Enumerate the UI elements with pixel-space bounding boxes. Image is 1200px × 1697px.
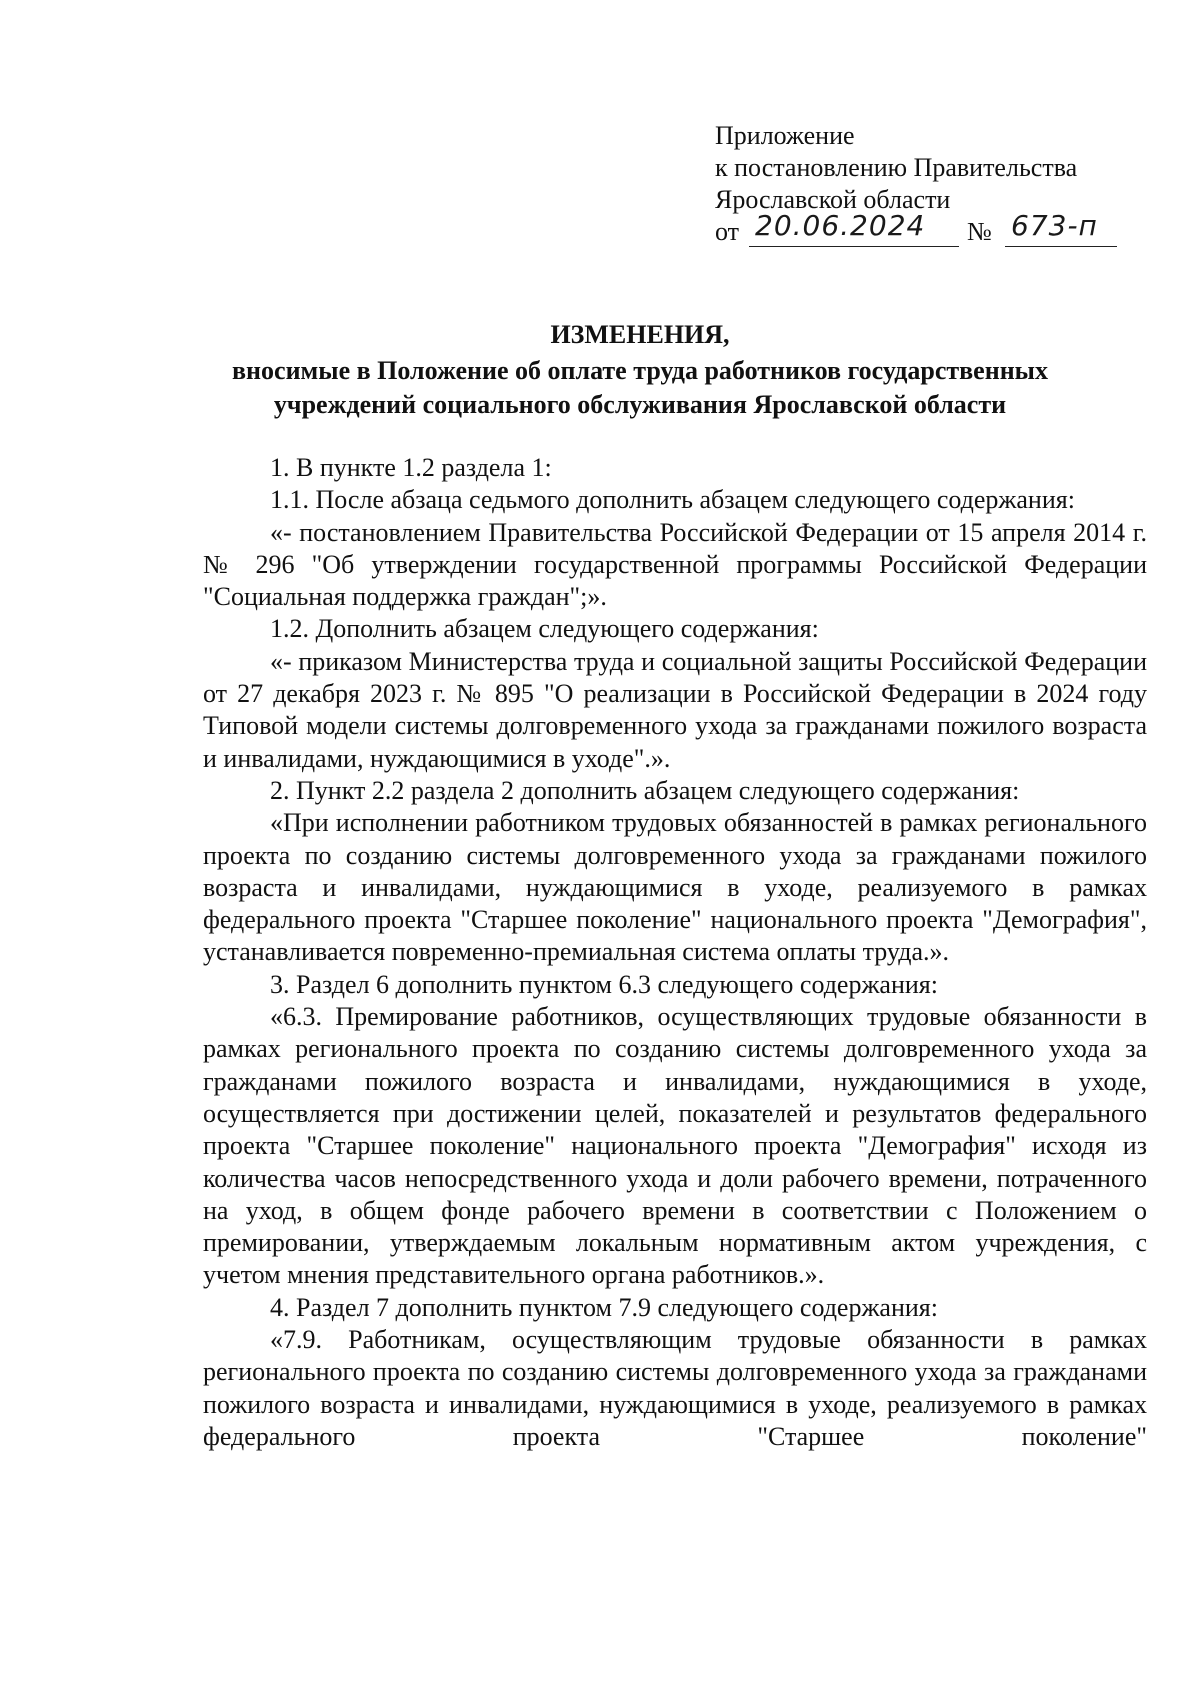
paragraph-3: 3. Раздел 6 дополнить пунктом 6.3 следующего содержания: — [270, 969, 938, 999]
date-underline — [749, 246, 959, 247]
document-subtitle-line2: учреждений социального обслуживания Ярославской области — [273, 390, 1007, 419]
paragraph-2: 2. Пункт 2.2 раздела 2 дополнить абзацем следующего содержания: — [270, 775, 1020, 805]
paragraph-3-text: «6.3. Премирование работников, осуществляющих трудовые обязанности в рамках регионального проекта по созданию системы долговременного ухода за гражданами пожилого возраста и инвалидами, нуждающимися в уходе, осуществляется при достижении целей, показателей и результатов федерального проекта "Старшее поколение" национального проекта "Демография" исходя из количества часов непосредственного ухода и доли рабочего времени, потраченного на уход, в общем фонде рабочего времени в соответствии с Положением о премировании, утверждаемым локальным нормативным актом учреждения, с учетом мнения представительного органа работников.». — [203, 1002, 1147, 1290]
paragraph-2-text: «При исполнении работником трудовых обязанностей в рамках регионального проекта по созданию системы долговременного ухода за гражданами пожилого возраста и инвалидами, нуждающимися в уходе, реализуемого в рамках федерального проекта "Старшее поколение" национального проекта "Демография", устанавливается повременно-премиальная система оплаты труда.». — [203, 808, 1147, 967]
paragraph-1: 1. В пункте 1.2 раздела 1: — [270, 453, 552, 482]
date-prefix: от — [715, 217, 740, 246]
number-prefix: № — [967, 217, 992, 246]
appendix-header — [715, 120, 1185, 250]
handwritten-date: 20.06.2024 — [755, 209, 926, 242]
document-body — [203, 452, 1147, 1453]
appendix-date-number-line — [715, 209, 1185, 250]
paragraph-1-1-text: «- постановлением Правительства Российской Федерации от 15 апреля 2014 г. № 296 "Об утверждении государственной программы Российской Федерации "Социальная поддержка граждан";». — [203, 517, 1147, 612]
paragraph-1-1: 1.1. После абзаца седьмого дополнить абзацем следующего содержания: — [270, 485, 1075, 515]
paragraph-4: 4. Раздел 7 дополнить пунктом 7.9 следующего содержания: — [270, 1292, 938, 1322]
document-title: ИЗМЕНЕНИЯ, — [550, 320, 730, 349]
handwritten-number: 673-п — [1011, 209, 1098, 242]
paragraph-4-text: «7.9. Работникам, осуществляющим трудовые обязанности в рамках регионального проекта по созданию системы долговременного ухода за гражданами пожилого возраста и инвалидами, нуждающимися в уходе, реализуемого в рамках федерального проекта "Старшее поколение" — [203, 1325, 1147, 1451]
appendix-region: Ярославской области — [715, 185, 951, 214]
appendix-label: Приложение — [715, 121, 855, 150]
appendix-resolution-ref: к постановлению Правительства — [715, 153, 1078, 182]
document-subtitle-line1: вносимые в Положение об оплате труда работников государственных — [232, 356, 1048, 385]
paragraph-1-2-text: «- приказом Министерства труда и социальной защиты Российской Федерации от 27 декабря 2023 г. № 895 "О реализации в Российской Федерации в 2024 году Типовой модели системы долговременного ухода за гражданами пожилого возраста и инвалидами, нуждающимися в уходе".». — [203, 646, 1147, 773]
number-underline — [1005, 246, 1117, 247]
paragraph-1-2: 1.2. Дополнить абзацем следующего содержания: — [270, 614, 819, 644]
